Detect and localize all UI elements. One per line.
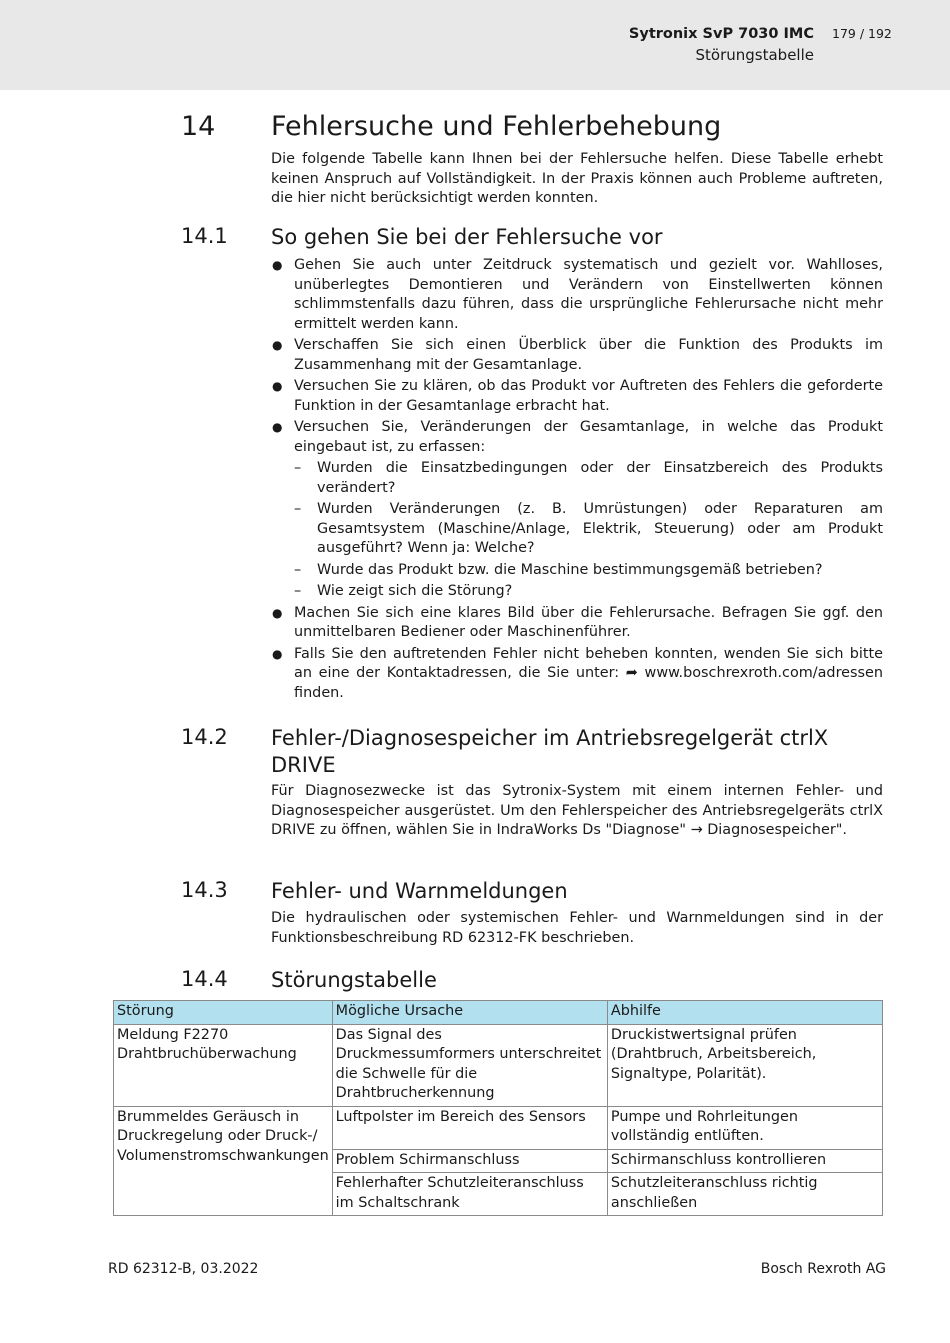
- fault-cell: Brummeldes Geräusch in Druckregelung oder Druck-/ Volumenstromschwankungen: [114, 1106, 333, 1216]
- section-title: So gehen Sie bei der Fehlersuche vor: [271, 225, 663, 249]
- bullet-icon: ●: [272, 605, 283, 620]
- sub-list-item: – Wurden Veränderungen (z. B. Umrüstungen) oder Reparaturen am Gesamtsystem (Maschine/Anlage, Elektrik, Steuerung) oder am Produkt ausgeführt? Wenn ja: Welche?: [294, 501, 883, 556]
- remedy-cell: Schirmanschluss kontrollieren: [607, 1149, 882, 1173]
- sub-list-item: – Wurden die Einsatzbedingungen oder der Einsatzbereich des Produkts verändert?: [294, 460, 883, 496]
- table-header-row: [114, 1001, 883, 1025]
- document-subtitle: Störungstabelle: [695, 46, 814, 64]
- section-number: 14.3: [181, 878, 228, 902]
- bullet-icon: ●: [272, 258, 283, 272]
- dash-icon: –: [294, 561, 302, 578]
- list-item: ● Machen Sie sich eine klares Bild über die Fehlerursache. Befragen Sie ggf. den unmittelbaren Bediener oder Maschinenführer.: [272, 604, 883, 640]
- fault-cell: Meldung F2270 Drahtbruchüberwachung: [114, 1024, 333, 1106]
- list-item: ● Versuchen Sie, Veränderungen der Gesamtanlage, in welche das Produkt eingebaut ist, zu erfassen: – Wurden die Einsatzbedingungen oder der Einsatzbereich des Produkts verändert? – Wurden Veränderungen (z. B. Umrüstungen) oder Reparaturen am Gesamtsystem (Maschine/Anlage, Elektrik, Steuerung) oder am Produkt ausgeführt? Wenn ja: Welche? – Wurde das Produkt bzw. die Maschine bestimmungsgemäß betrieben? – Wie zeigt sich die Störung?: [271, 418, 883, 602]
- section-14-intro: Die folgende Tabelle kann Ihnen bei der Fehlersuche helfen. Diese Tabelle erhebt keinen Anspruch auf Vollständigkeit. In der Praxis können auch Probleme auftreten, die hier nicht berücksichtigt werden konnten.: [271, 151, 883, 206]
- column-header-remedy: Abhilfe: [607, 1001, 882, 1025]
- section-title: Fehler- und Warnmeldungen: [271, 879, 568, 903]
- list-item: ● Falls Sie den auftretenden Fehler nicht beheben konnten, wenden Sie sich bitte an eine der Kontaktadressen, die Sie unter: ➦ www.boschrexroth.com/adressen finden.: [272, 645, 883, 701]
- section-number: 14: [181, 111, 216, 142]
- column-header-fault: Störung: [114, 1001, 333, 1025]
- table-row: [114, 1106, 883, 1149]
- remedy-cell: Schutzleiteranschluss richtig anschließen: [607, 1173, 882, 1216]
- sub-list-item: – Wurde das Produkt bzw. die Maschine bestimmungsgemäß betrieben?: [294, 561, 883, 581]
- document-title: Sytronix SvP 7030 IMC: [628, 26, 814, 42]
- table-row: [114, 1024, 883, 1106]
- bullet-icon: ●: [272, 646, 283, 661]
- sub-list-item: – Wie zeigt sich die Störung?: [294, 582, 883, 602]
- remedy-cell: Pumpe und Rohrleitungen vollständig entlüften.: [607, 1106, 882, 1149]
- section-number: 14.4: [181, 967, 228, 991]
- footer-document-id: RD 62312-B, 03.2022: [108, 1261, 259, 1277]
- bullet-icon: ●: [272, 379, 283, 393]
- sub-list: [294, 459, 883, 602]
- section-title: Störungstabelle: [271, 968, 437, 992]
- section-14-2-text: Für Diagnosezwecke ist das Sytronix-System mit einem internen Fehler- und Diagnosespeicher ausgerüstet. Um den Fehlerspeicher des Antriebsregelgeräts ctrlX DRIVE zu öffnen, wählen Sie in IndraWorks Ds "Diagnose" → Diagnosespeicher".: [271, 783, 883, 838]
- section-title: Fehlersuche und Fehlerbehebung: [271, 111, 722, 142]
- page-number: 179 / 192: [832, 26, 892, 41]
- column-header-cause: Mögliche Ursache: [332, 1001, 607, 1025]
- cause-cell: Luftpolster im Bereich des Sensors: [332, 1106, 607, 1149]
- section-14-3-text: Die hydraulischen oder systemischen Fehler- und Warnmeldungen sind in der Funktionsbeschreibung RD 62312-FK beschrieben.: [271, 910, 883, 946]
- cause-cell: Problem Schirmanschluss: [332, 1149, 607, 1173]
- section-number: 14.1: [181, 224, 228, 248]
- footer-company: Bosch Rexroth AG: [760, 1261, 886, 1277]
- page-header: [0, 0, 950, 90]
- fault-table: [113, 1000, 883, 1216]
- section-title: Fehler-/Diagnosespeicher im Antriebsregelgerät ctrlX DRIVE: [271, 726, 829, 777]
- cause-cell: Fehlerhafter Schutzleiteranschluss im Schaltschrank: [332, 1173, 607, 1216]
- cause-cell: Das Signal des Druckmessumformers unterschreitet die Schwelle für die Drahtbrucherkennung: [332, 1024, 607, 1106]
- section-number: 14.2: [181, 725, 228, 749]
- list-item: ● Versuchen Sie zu klären, ob das Produkt vor Auftreten des Fehlers die geforderte Funktion in der Gesamtanlage erbracht hat.: [272, 378, 883, 414]
- bullet-icon: ●: [272, 420, 283, 434]
- dash-icon: –: [294, 583, 302, 599]
- list-item: ● Gehen Sie auch unter Zeitdruck systematisch und gezielt vor. Wahlloses, unüberlegtes Demontieren und Verändern von Einstellwerten können schlimmstenfalls dazu führen, dass die ursprüngliche Fehlerursache nicht mehr ermittelt werden kann.: [272, 257, 883, 332]
- bullet-icon: ●: [272, 338, 283, 352]
- list-item: ● Verschaffen Sie sich einen Überblick über die Funktion des Produkts im Zusammenhang mit der Gesamtanlage.: [272, 337, 883, 373]
- remedy-cell: Druckistwertsignal prüfen (Drahtbruch, Arbeitsbereich, Signaltype, Polarität).: [607, 1024, 882, 1106]
- dash-icon: –: [294, 501, 302, 517]
- troubleshooting-list: [271, 256, 883, 705]
- dash-icon: –: [294, 460, 302, 476]
